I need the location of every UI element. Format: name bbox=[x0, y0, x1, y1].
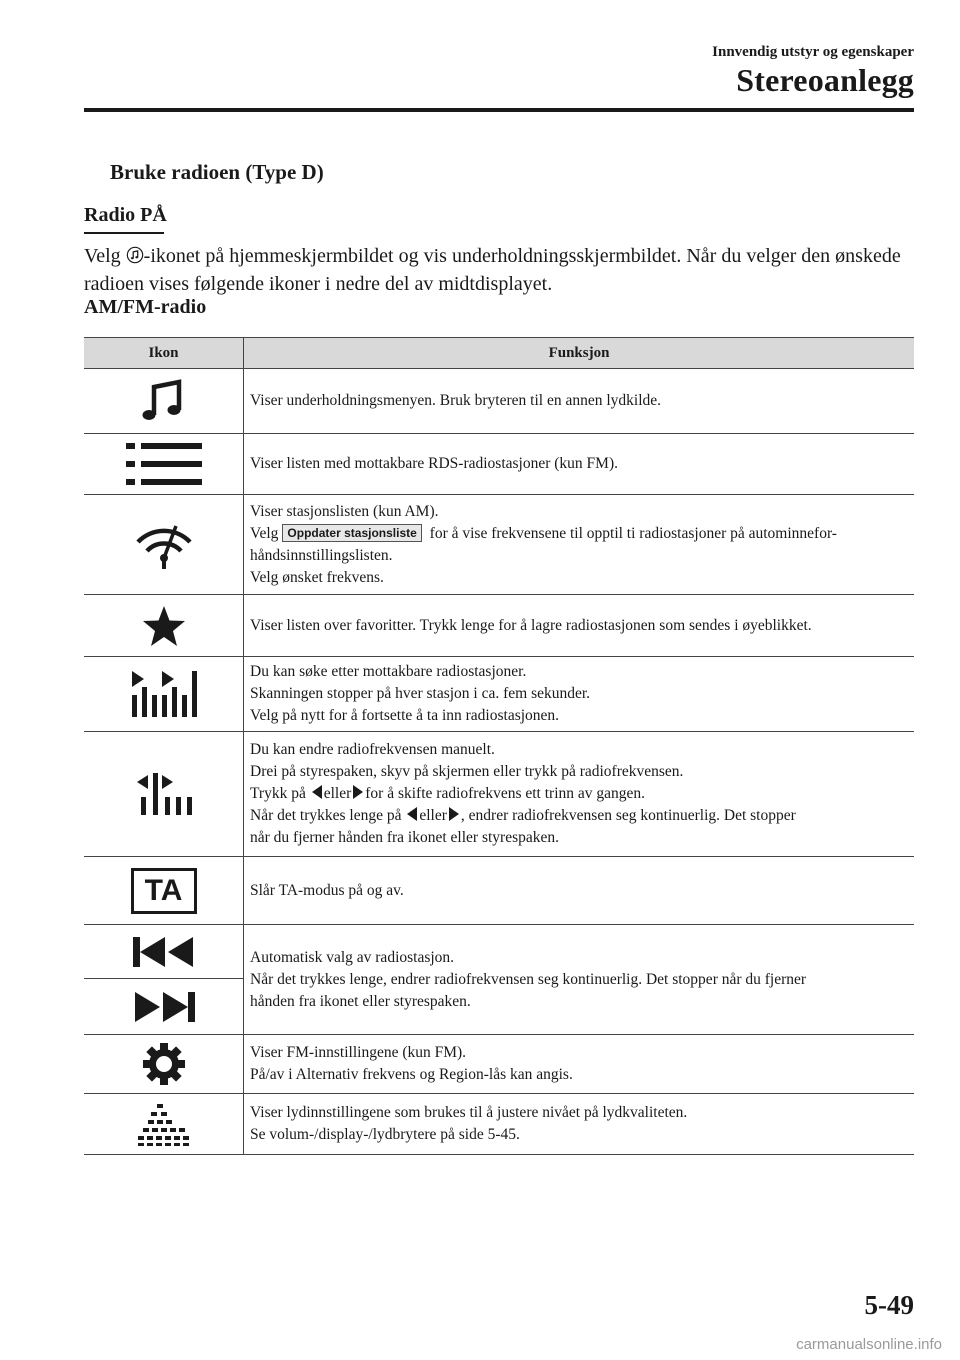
manual-text-3c: for å skifte radiofrekvens ett trinn av gangen. bbox=[365, 785, 646, 802]
seek-forward-icon[interactable] bbox=[131, 988, 197, 1026]
table-row bbox=[84, 434, 914, 495]
right-arrow-icon bbox=[353, 785, 363, 799]
function-cell bbox=[244, 925, 915, 1035]
icon-cell bbox=[84, 925, 244, 1035]
seek-text-2: Når det trykkes lenge, endrer radiofrekvensen seg kontinuerlig. Det stopper når du fjerner bbox=[250, 970, 807, 988]
gear-icon[interactable] bbox=[142, 1042, 186, 1086]
icon-cell bbox=[84, 369, 244, 434]
icon-split-top bbox=[84, 925, 243, 979]
function-table bbox=[84, 337, 914, 1155]
seek-text-3: hånden fra ikonet eller styrespaken. bbox=[250, 992, 471, 1010]
stations-text-4: Velg ønsket frekvens. bbox=[250, 568, 384, 586]
icon-cell bbox=[84, 434, 244, 495]
intro-text-2: -ikonet på hjemmeskjermbildet og vis underholdningsskjermbildet. Når du velger den ønskede radioen vises følgende ikoner i nedre del av midtdisplayet. bbox=[84, 245, 901, 295]
scan-icon[interactable] bbox=[128, 669, 200, 719]
radio-on-heading: Radio PÅ bbox=[84, 204, 167, 226]
manual-text-3b: eller bbox=[323, 785, 352, 802]
manual-text-4c: , endrer radiofrekvensen seg kontinuerlig. Det stopper bbox=[460, 807, 796, 824]
function-cell bbox=[244, 657, 915, 732]
seek-text-1: Automatisk valg av radiostasjon. bbox=[250, 948, 455, 966]
music-text: Viser underholdningsmenyen. Bruk bryteren til en annen lydkilde. bbox=[250, 392, 662, 409]
settings-text-2: På/av i Alternativ frekvens og Region-lås kan angis. bbox=[250, 1066, 573, 1083]
manual-text-4 bbox=[250, 805, 910, 827]
star-icon[interactable] bbox=[142, 605, 186, 647]
page-title: Stereoanlegg bbox=[736, 62, 914, 98]
settings-text-1: Viser FM-innstillingene (kun FM). bbox=[250, 1044, 467, 1061]
intro-paragraph bbox=[84, 242, 924, 298]
stations-velg: Velg bbox=[250, 524, 279, 542]
intro-text-1: Velg bbox=[84, 245, 126, 267]
page-number: 5-49 bbox=[864, 1290, 914, 1320]
table-row bbox=[84, 732, 914, 857]
seek-back-icon[interactable] bbox=[131, 933, 197, 971]
radio-on-underline bbox=[84, 232, 164, 234]
table-header-row bbox=[84, 338, 914, 369]
header-rule bbox=[84, 108, 914, 112]
icon-cell bbox=[84, 1035, 244, 1094]
list-text: Viser listen med mottakbare RDS-radiostasjoner (kun FM). bbox=[250, 455, 618, 472]
amfm-heading: AM/FM-radio bbox=[84, 296, 207, 318]
ta-text: Slår TA-modus på og av. bbox=[250, 881, 404, 899]
scan-text-3: Velg på nytt for å fortsette å ta inn radiostasjonen. bbox=[250, 707, 560, 724]
section-title: Bruke radioen (Type D) bbox=[110, 160, 324, 184]
manual-text-4b: eller bbox=[419, 807, 447, 824]
function-cell bbox=[244, 1035, 915, 1094]
update-station-list-button[interactable]: Oppdater stasjonsliste bbox=[282, 524, 421, 542]
icon-split-bottom bbox=[84, 979, 243, 1034]
icon-cell bbox=[84, 857, 244, 925]
entertainment-icon bbox=[126, 246, 144, 264]
col-function-header: Funksjon bbox=[244, 338, 915, 369]
watermark: carmanualsonline.info bbox=[796, 1336, 942, 1353]
manual-text-2: Drei på styrespaken, skyv på skjermen eller trykk på radiofrekvensen. bbox=[250, 763, 684, 780]
manual-text-4a: Når det trykkes lenge på bbox=[250, 807, 406, 824]
icon-cell bbox=[84, 657, 244, 732]
ta-icon[interactable]: TA bbox=[131, 868, 197, 914]
chapter-title: Innvendig utstyr og egenskaper bbox=[712, 44, 914, 60]
function-cell bbox=[244, 434, 915, 495]
function-cell bbox=[244, 495, 915, 595]
manual-text-1: Du kan endre radiofrekvensen manuelt. bbox=[250, 741, 495, 758]
table-row bbox=[84, 595, 914, 657]
sound-text-1: Viser lydinnstillingene som brukes til å justere nivået på lydkvaliteten. bbox=[250, 1104, 688, 1121]
radio-signal-icon[interactable] bbox=[132, 520, 196, 570]
music-note-icon[interactable] bbox=[139, 376, 189, 426]
left-arrow-icon bbox=[312, 785, 322, 799]
icon-cell bbox=[84, 732, 244, 857]
stations-text-1: Viser stasjonslisten (kun AM). bbox=[250, 502, 439, 520]
left-arrow-icon bbox=[407, 807, 417, 821]
function-cell bbox=[244, 732, 915, 857]
table-row bbox=[84, 657, 914, 732]
table-row bbox=[84, 857, 914, 925]
icon-cell bbox=[84, 595, 244, 657]
sound-equalizer-icon[interactable] bbox=[136, 1101, 192, 1147]
col-icon-header: Ikon bbox=[84, 338, 244, 369]
table-row bbox=[84, 925, 914, 1035]
sound-text-2: Se volum-/display-/lydbrytere på side 5-45. bbox=[250, 1126, 520, 1143]
station-list-icon[interactable] bbox=[124, 439, 204, 489]
table-row bbox=[84, 1094, 914, 1155]
scan-text-1: Du kan søke etter mottakbare radiostasjoner. bbox=[250, 663, 527, 680]
stations-text-3: håndsinnstillingslisten. bbox=[250, 546, 393, 564]
table-row bbox=[84, 495, 914, 595]
function-cell bbox=[244, 1094, 915, 1155]
stations-text-2b: for å vise frekvensene til opptil ti radiostasjoner på autominnefor- bbox=[425, 524, 837, 542]
stations-text-2 bbox=[250, 523, 910, 545]
manual-tune-icon[interactable] bbox=[135, 771, 193, 817]
manual-text-5: når du fjerner hånden fra ikonet eller styrespaken. bbox=[250, 829, 560, 846]
scan-text-2: Skanningen stopper på hver stasjon i ca. fem sekunder. bbox=[250, 685, 591, 702]
right-arrow-icon bbox=[449, 807, 459, 821]
table-row bbox=[84, 1035, 914, 1094]
function-cell bbox=[244, 857, 915, 925]
function-cell bbox=[244, 595, 915, 657]
icon-cell bbox=[84, 1094, 244, 1155]
function-cell bbox=[244, 369, 915, 434]
table-row bbox=[84, 369, 914, 434]
manual-text-3 bbox=[250, 783, 910, 805]
manual-text-3a: Trykk på bbox=[250, 785, 310, 802]
favorites-text: Viser listen over favoritter. Trykk lenge for å lagre radiostasjonen som sendes i øyeblikket. bbox=[250, 616, 812, 634]
icon-cell bbox=[84, 495, 244, 595]
